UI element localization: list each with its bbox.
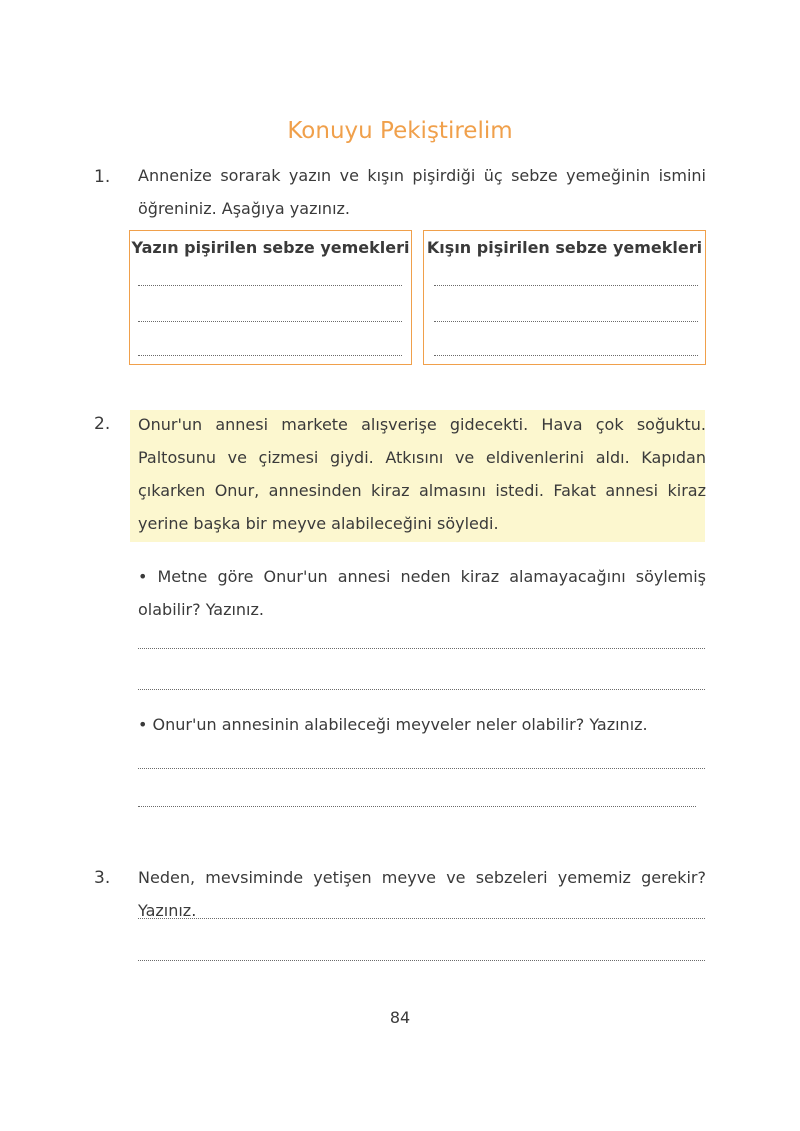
question-2-bullet-2: • Onur'un annesinin alabileceği meyveler neler olabilir? Yazınız. (138, 715, 648, 734)
answer-line[interactable] (434, 321, 698, 322)
answer-line[interactable] (138, 768, 705, 769)
answer-line[interactable] (138, 918, 705, 919)
page-title: Konuyu Pekiştirelim (287, 118, 513, 144)
answer-line[interactable] (138, 960, 705, 961)
question-1-number: 1. (94, 167, 111, 187)
question-1-text: Annenize sorarak yazın ve kışın pişirdiği üç sebze yemeğinin ismini öğreniniz. Aşağıya yazınız. (138, 166, 706, 218)
answer-line[interactable] (138, 806, 696, 807)
question-3-number: 3. (94, 868, 111, 888)
question-2-number: 2. (94, 414, 111, 434)
summer-dishes-header: Yazın pişirilen sebze yemekleri (131, 238, 410, 257)
answer-line[interactable] (138, 648, 705, 649)
answer-line[interactable] (434, 355, 698, 356)
answer-line[interactable] (138, 285, 402, 286)
question-2-bullet-1: • Metne göre Onur'un annesi neden kiraz alamayacağını söylemiş olabilir? Yazınız. (138, 567, 706, 619)
answer-line[interactable] (138, 689, 705, 690)
winter-dishes-header: Kışın pişirilen sebze yemekleri (426, 238, 703, 257)
question-3-text: Neden, mevsiminde yetişen meyve ve sebzeleri yememiz gerekir? Yazınız. (138, 868, 706, 920)
summer-dishes-box (129, 230, 412, 365)
page-number: 84 (389, 1008, 411, 1027)
winter-dishes-box (423, 230, 706, 365)
answer-line[interactable] (434, 285, 698, 286)
question-2-passage: Onur'un annesi markete alışverişe gidecekti. Hava çok soğuktu. Paltosunu ve çizmesi giydi. Atkısını ve eldivenlerini aldı. Kapıdan çıkarken Onur, annesinden kiraz almasını istedi. Fakat annesi kiraz yerine başka bir meyve alabileceğini söyledi. (138, 415, 706, 533)
answer-line[interactable] (138, 355, 402, 356)
answer-line[interactable] (138, 321, 402, 322)
